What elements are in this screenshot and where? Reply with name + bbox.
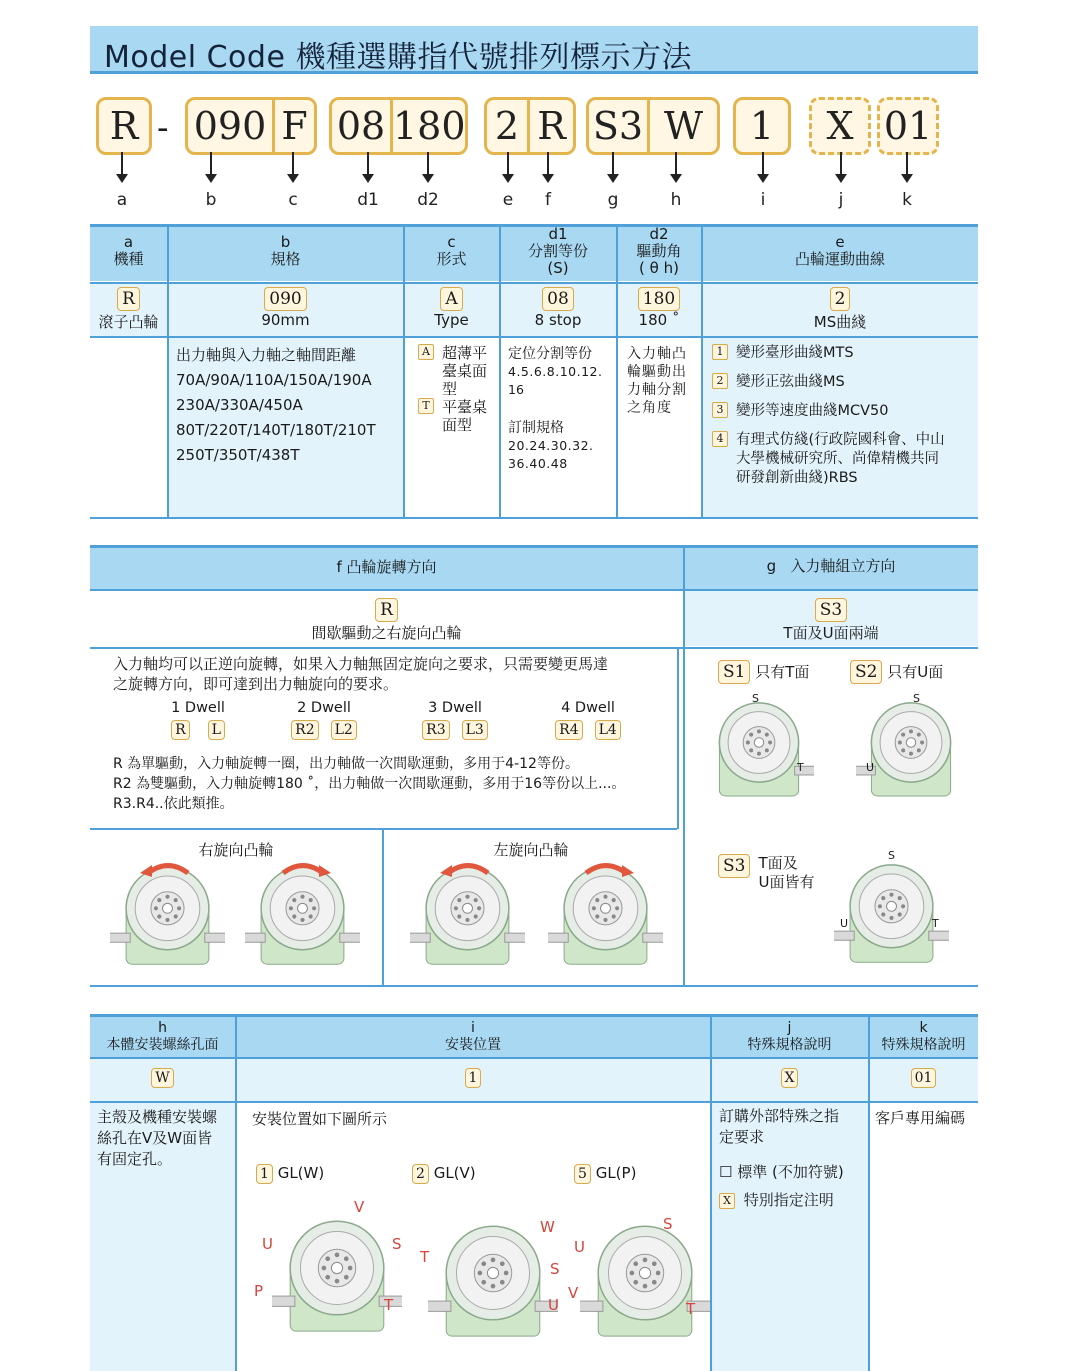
- code-arrow: [675, 152, 677, 175]
- code-letter: f: [545, 190, 551, 210]
- position-2: 2 GL(V): [412, 1164, 476, 1184]
- dwell-2: 2 Dwell R2 L2: [274, 700, 374, 740]
- t3-header-j: j 特殊規格說明: [747, 1020, 832, 1053]
- divider: [90, 1057, 978, 1059]
- t1-example-d2: 180 180 ˚: [638, 289, 680, 329]
- device-gl-w: [272, 1205, 402, 1359]
- face-label-u: U: [548, 1296, 559, 1314]
- code-c: F: [272, 100, 314, 152]
- code-h: W: [647, 100, 717, 152]
- code-arrow: [840, 152, 842, 175]
- position-1: 1 GL(W): [256, 1164, 324, 1184]
- code-letter: d1: [357, 190, 379, 210]
- t3-i-text: 安裝位置如下圖所示: [252, 1110, 388, 1128]
- face-label-u: U: [262, 1235, 273, 1253]
- face-label-p: P: [254, 1282, 264, 1300]
- t1-b-details: 出力軸與入力軸之軸間距離 70A/90A/110A/150A/190A 230A/330A/450A 80T/220T/140T/180T/210T 250T/350T/438T: [176, 346, 376, 464]
- code-box-i: [733, 97, 791, 155]
- t2-header-g: g 入力軸組立方向: [766, 557, 896, 575]
- code-arrow: [612, 152, 614, 175]
- t1-header-c: c 形式: [436, 233, 467, 268]
- t1-header-b: b 規格: [270, 233, 301, 268]
- face-label-v: V: [568, 1284, 579, 1302]
- t1-d2-details: 入力軸凸 輪驅動出 力軸分割 之角度: [627, 346, 687, 416]
- rotation-arrow-icon: [273, 856, 333, 878]
- divider: [90, 589, 978, 591]
- divider: [90, 282, 978, 284]
- t3-tag-i: 1: [236, 1068, 710, 1088]
- t2-f-description: 入力軸均可以正逆向旋轉，如果入力軸無固定旋向之要求，只需要變更馬達 之旋轉方向，即可達到出力軸旋向的要求。: [113, 655, 609, 693]
- dwell-4: 4 Dwell R4 L4: [538, 700, 638, 740]
- code-box-j: [809, 97, 871, 155]
- face-label-v: V: [354, 1198, 365, 1216]
- code-b: 090: [193, 104, 267, 148]
- t1-example-a: R 滾子凸輪: [98, 289, 159, 331]
- dwell-3: 3 Dwell R3 L3: [405, 700, 505, 740]
- t1-example-b: 090 90mm: [261, 289, 310, 329]
- divider: [90, 517, 978, 519]
- g-option-s3: S3 T面及 U面皆有: [718, 854, 814, 892]
- code-arrow: [906, 152, 908, 175]
- t1-header-d2: d2 驅動角 ( θ h): [636, 225, 682, 277]
- code-letter: k: [902, 190, 912, 210]
- face-label-s: S: [752, 692, 759, 705]
- code-e: 2: [494, 104, 520, 148]
- code-box-gh: [586, 97, 720, 155]
- code-arrow: [507, 152, 509, 175]
- code-d1: 08: [336, 104, 386, 148]
- code-box-k: [877, 97, 939, 155]
- code-d2: 180: [390, 100, 465, 152]
- code-letter: i: [760, 190, 766, 210]
- divider: [90, 647, 684, 649]
- face-label-s: S: [392, 1235, 402, 1253]
- face-label-t: T: [686, 1300, 696, 1318]
- code-letter: b: [205, 190, 217, 210]
- t3-header-h: h 本體安裝螺絲孔面: [106, 1020, 219, 1053]
- code-k: 01: [883, 104, 933, 148]
- t3-header-k: k 特殊規格說明: [881, 1020, 966, 1053]
- left-cam-caption: 左旋向凸輪: [493, 841, 569, 859]
- face-label-s: S: [663, 1215, 673, 1233]
- face-label-s: S: [913, 692, 920, 705]
- face-label-t: T: [932, 917, 939, 930]
- t3-j-text: 訂購外部特殊之指 定要求: [719, 1107, 840, 1146]
- code-box-a: [96, 97, 152, 155]
- t1-example-e: 2 MS曲綫: [813, 289, 867, 331]
- dwell-1: 1 Dwell R L: [171, 700, 225, 738]
- code-box-ef: [484, 97, 576, 155]
- t3-h-text: 主殼及機種安裝螺 絲孔在V及W面皆 有固定孔。: [97, 1108, 218, 1168]
- t1-c-details: A 超薄平 臺桌面 型 T 平臺桌 面型: [418, 344, 487, 434]
- code-letter: c: [288, 190, 298, 210]
- code-letter: a: [116, 190, 128, 210]
- divider: [701, 224, 703, 518]
- face-label-t: T: [420, 1248, 430, 1266]
- code-g: S3: [592, 104, 644, 148]
- face-label-s: S: [888, 849, 895, 862]
- code-letter: d2: [417, 190, 439, 210]
- position-5: 5 GL(P): [574, 1164, 636, 1184]
- divider: [403, 224, 405, 518]
- code-arrow: [762, 152, 764, 175]
- code-arrow: [427, 152, 429, 175]
- face-label-w: W: [540, 1218, 555, 1236]
- t3-tag-j: X: [711, 1068, 868, 1088]
- g-option-s1: S1 只有T面: [718, 660, 809, 684]
- t2-g-example: S3 T面及U面兩端: [783, 600, 879, 642]
- rotation-arrow-icon: [138, 856, 198, 878]
- divider: [90, 336, 978, 338]
- device-gl-v: [428, 1210, 558, 1364]
- code-box-d: [329, 97, 468, 155]
- page-title: Model Code 機種選購指代號排列標示方法: [104, 40, 692, 75]
- code-a: R: [109, 104, 139, 148]
- divider: [90, 828, 677, 830]
- code-j: X: [826, 104, 854, 148]
- t1-header-e: e 凸輪運動曲線: [794, 233, 885, 268]
- code-letter: e: [502, 190, 514, 210]
- face-label-u: U: [840, 917, 849, 930]
- t1-e-details: 1 變形臺形曲綫MTS 2 變形正弦曲綫MS 3 變形等速度曲綫MCV50 4 有理式仿綫(行政院國科會、中山 大學機械研究所、尚偉精機共同 研發創新曲綫)RBS: [712, 344, 945, 488]
- divider: [90, 1101, 978, 1103]
- device-gl-p: [580, 1210, 710, 1364]
- rotation-arrow-icon: [576, 856, 636, 878]
- face-label-t: T: [384, 1296, 394, 1314]
- code-arrow: [547, 152, 549, 175]
- code-arrow: [121, 152, 123, 175]
- t2-f-example: R 間歇驅動之右旋向凸輪: [311, 600, 462, 642]
- face-label-t: T: [797, 761, 804, 774]
- divider: [677, 648, 679, 829]
- device-s1: [704, 690, 814, 819]
- t1-example-d1: 08 8 stop: [534, 289, 582, 329]
- face-label-u: U: [866, 761, 875, 774]
- code-letter: h: [670, 190, 682, 210]
- t3-k-text: 客戶專用編碼: [875, 1109, 966, 1127]
- t1-header-d1: d1 分割等份 (S): [527, 225, 588, 277]
- g-option-s2: S2 只有U面: [850, 660, 943, 684]
- t3-header-i: i 安裝位置: [445, 1020, 501, 1053]
- right-cam-caption: 右旋向凸輪: [198, 841, 274, 859]
- t1-d1-details: 定位分割等份 4.5.6.8.10.12. 16 訂制規格 20.24.30.32. 36.40.48: [508, 346, 603, 471]
- title-bar: [90, 26, 978, 74]
- t3-tag-k: 01: [869, 1068, 978, 1088]
- code-separator: -: [157, 108, 169, 148]
- t1-header-a: a 機種: [113, 233, 144, 268]
- code-letter: g: [607, 190, 619, 210]
- code-f: R: [527, 100, 573, 152]
- t3-tag-h: W: [90, 1068, 235, 1088]
- divider: [167, 224, 169, 518]
- code-arrow: [210, 152, 212, 175]
- rotation-arrow-icon: [438, 856, 498, 878]
- face-label-u: U: [574, 1238, 585, 1256]
- divider: [90, 985, 978, 987]
- t3-j-options: ☐ 標準 (不加符號) X 特別指定注明: [719, 1163, 844, 1209]
- divider: [684, 647, 978, 649]
- code-arrow: [292, 152, 294, 175]
- face-label-s: S: [550, 1260, 560, 1278]
- t1-example-c: A Type: [434, 289, 469, 329]
- code-i: 1: [749, 104, 775, 148]
- device-s2: [856, 690, 966, 819]
- t2-header-f: f 凸輪旋轉方向: [336, 558, 437, 576]
- code-box-bc: [185, 97, 317, 155]
- code-letter: j: [838, 190, 844, 210]
- code-arrow: [367, 152, 369, 175]
- t2-notes: R 為單驅動，入力軸旋轉一圈，出力軸做一次間歇運動，多用于4-12等份。 R2 為雙驅動，入力軸旋轉180 ˚，出力軸做一次間歇運動，多用于16等份以上...。 R3.R4..依此類推。: [113, 756, 626, 812]
